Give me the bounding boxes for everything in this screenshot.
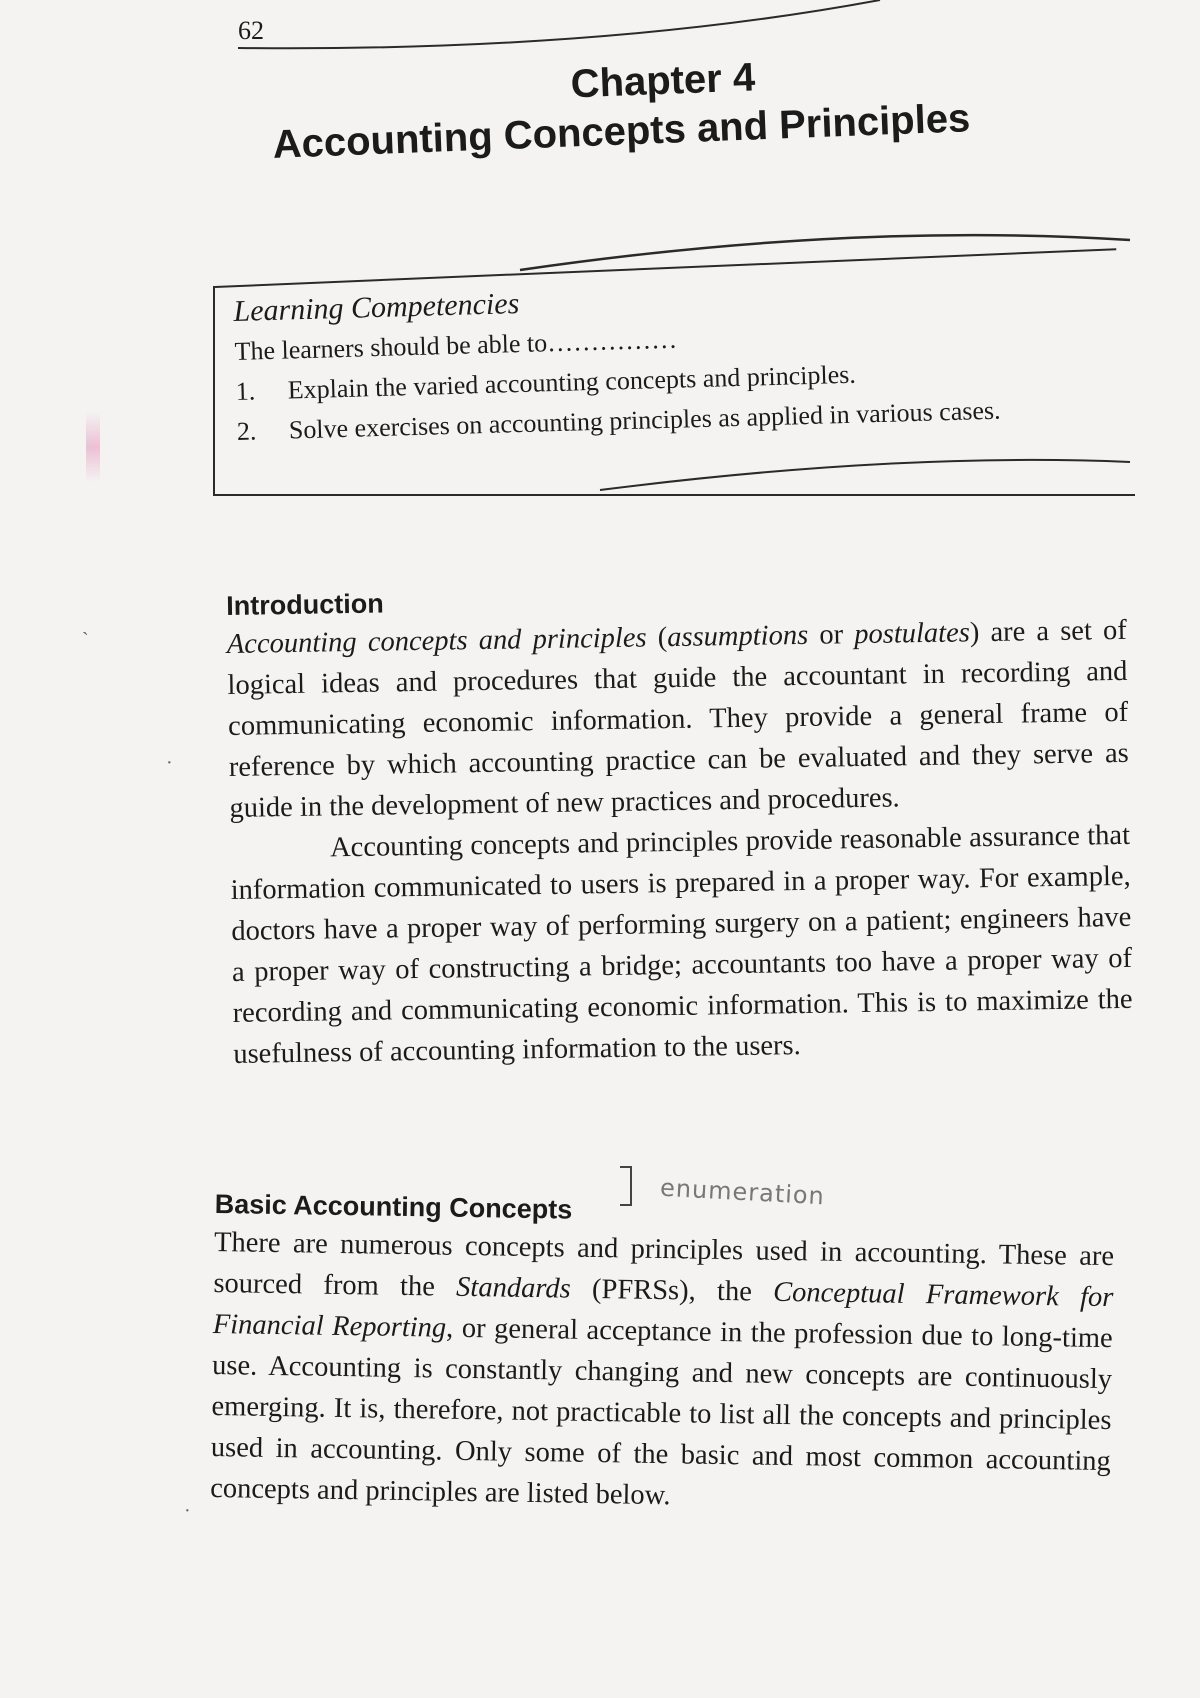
margin-mark: · [184, 1500, 191, 1522]
emphasis-text: postulates [853, 617, 971, 651]
basic-concepts-paragraph [210, 1222, 1114, 1523]
paragraph-text: ) are a set of logical ideas and procedures that guide the accountant in recording and communicating economic information. They provide a general frame of reference by which accounting practice can be evaluated and they serve as guide in the development of new practices and procedures. [227, 614, 1129, 824]
learning-competencies-content [233, 267, 1127, 452]
handwritten-annotation: enumeration [659, 1173, 826, 1211]
paragraph-text: , or general acceptance in the profession due to long-time use. Accounting is constantly changing and new concepts are continuously emerging. It is, therefore, not practicable to list all the concepts and principles used in accounting. Only some of the basic and most common accounting concepts and principles are listed below. [210, 1312, 1113, 1512]
margin-mark: ˴ [82, 620, 89, 642]
introduction-paragraph-2: Accounting concepts and principles provide reasonable assurance that information communicated to users is prepared in a proper way. For example, doctors have a proper way of performing surgery on a patient; engineers have a proper way of constructing a bridge; accountants too have a proper way of recording and communicating economic information. This is to maximize the usefulness of accounting information to the users. [230, 819, 1133, 1070]
paragraph-text: (PFRSs), the [570, 1273, 774, 1308]
chapter-label: Chapter 4 [569, 55, 756, 107]
learning-competencies-box [213, 286, 1135, 496]
paragraph-text: ( [646, 622, 668, 654]
basic-concepts-heading: Basic Accounting Concepts [214, 1188, 573, 1225]
emphasis-text: assumptions [666, 619, 809, 654]
emphasis-text: Accounting concepts and principles [226, 622, 647, 660]
page-number: 62 [238, 16, 264, 45]
learning-competencies-intro: The learners should be able to…………… [234, 324, 678, 366]
introduction-paragraph-1 [227, 610, 1130, 829]
competency-text: Explain the varied accounting concepts and principles. [287, 359, 857, 405]
header-rule [238, 0, 880, 48]
emphasis-text: Standards [455, 1271, 571, 1305]
competency-text: Solve exercises on accounting principles as applied in various cases. [288, 395, 1001, 445]
introduction-heading: Introduction [226, 588, 384, 621]
competency-number: 2. [236, 416, 257, 446]
margin-mark: · [166, 752, 173, 774]
introduction-section [226, 574, 1134, 1075]
learning-competencies-heading: Learning Competencies [233, 287, 520, 328]
basic-concepts-section [210, 1186, 1115, 1523]
margin-smudge [86, 412, 100, 482]
chapter-title: Accounting Concepts and Principles [271, 96, 972, 167]
paragraph-text: There are numerous concepts and principles used in accounting. These are sourced from the [213, 1226, 1115, 1303]
paragraph-text: or [807, 619, 855, 651]
competency-number: 1. [235, 376, 256, 406]
emphasis-text: Conceptual Framework for Financial Reporting [212, 1276, 1114, 1344]
